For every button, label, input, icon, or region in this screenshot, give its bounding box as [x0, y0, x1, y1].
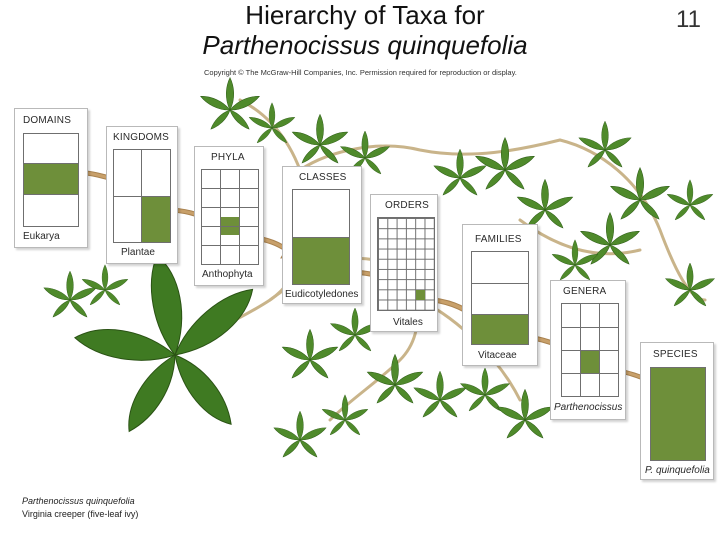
taxon-eudicotyledones: Eudicotyledones — [285, 289, 359, 300]
caption-scientific-name: Parthenocissus quinquefolia — [22, 496, 135, 506]
panel-domains — [14, 108, 88, 248]
domains-grid — [23, 133, 79, 227]
orders-grid — [377, 217, 435, 311]
highlight-cell — [581, 350, 599, 373]
species-grid — [650, 367, 706, 461]
rank-label-phyla: PHYLA — [211, 152, 245, 163]
highlight-cell — [472, 314, 528, 344]
title-line-2: Parthenocissus quinquefolia — [202, 30, 528, 60]
highlight-cell — [24, 163, 78, 194]
highlight-cell — [142, 196, 170, 242]
rank-label-classes: CLASSES — [299, 172, 347, 183]
taxon-vitaceae: Vitaceae — [478, 350, 517, 361]
genera-grid — [561, 303, 619, 397]
panel-species — [640, 342, 714, 480]
caption-common-name: Virginia creeper (five-leaf ivy) — [22, 509, 139, 519]
families-grid — [471, 251, 529, 345]
phyla-grid — [201, 169, 259, 265]
rank-label-orders: ORDERS — [385, 200, 429, 211]
panel-kingdoms — [106, 126, 178, 264]
page-number: 11 — [676, 6, 701, 33]
kingdoms-grid — [113, 149, 171, 243]
taxon-parthenocissus: Parthenocissus — [554, 402, 623, 413]
panel-orders — [370, 194, 438, 332]
rank-label-domains: DOMAINS — [23, 115, 72, 126]
rank-label-genera: GENERA — [563, 286, 607, 297]
panel-classes — [282, 166, 362, 304]
copyright-notice: Copyright © The McGraw-Hill Companies, Inc. Permission required for reproduction or display. — [204, 68, 517, 77]
rank-label-kingdoms: KINGDOMS — [113, 132, 170, 143]
rank-label-species: SPECIES — [653, 349, 698, 360]
taxon-plantae: Plantae — [121, 247, 155, 258]
rank-label-families: FAMILIES — [475, 234, 522, 245]
panel-families — [462, 224, 538, 366]
highlight-cell — [651, 368, 705, 460]
taxon-anthophyta: Anthophyta — [202, 269, 253, 280]
taxon-p-quinquefolia: P. quinquefolia — [645, 465, 710, 476]
slide-title — [100, 0, 630, 60]
title-line-1: Hierarchy of Taxa for — [245, 0, 485, 30]
panel-phyla — [194, 146, 264, 286]
highlight-cell — [416, 290, 425, 300]
panel-genera — [550, 280, 626, 420]
classes-grid — [292, 189, 350, 285]
highlight-cell — [293, 237, 349, 284]
taxon-vitales: Vitales — [393, 317, 423, 328]
taxon-eukarya: Eukarya — [23, 231, 60, 242]
